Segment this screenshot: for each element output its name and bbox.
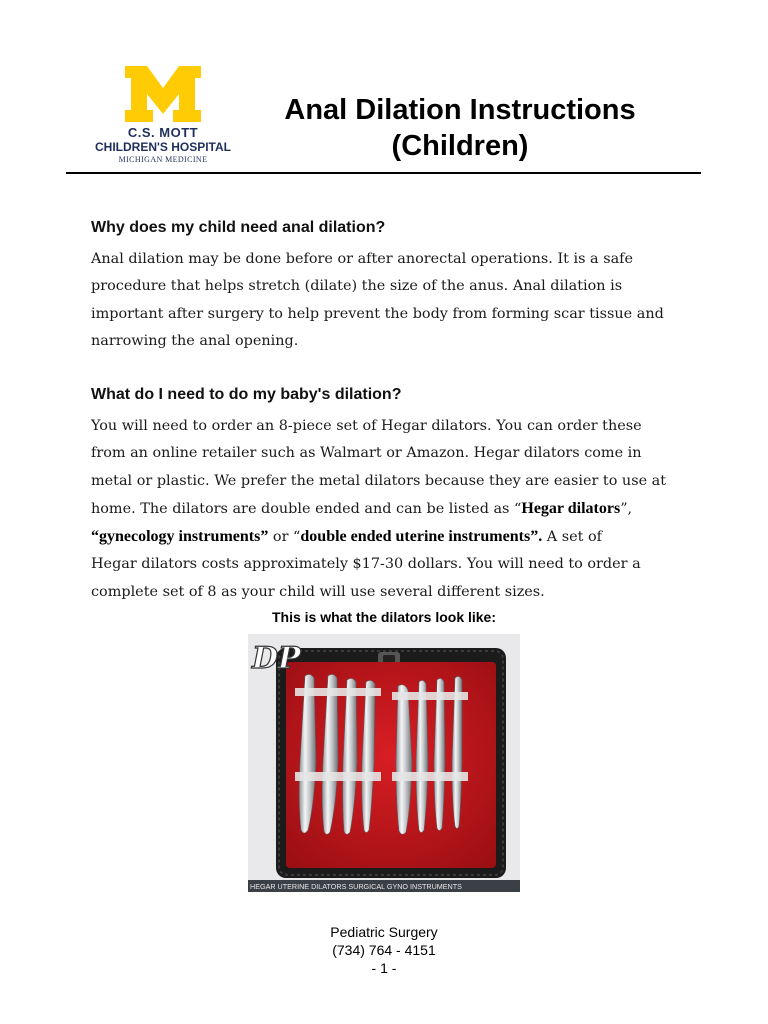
dilators-photo	[248, 634, 520, 892]
dilators-illustration	[248, 634, 520, 892]
figure-caption: This is what the dilators look like:	[271, 609, 497, 625]
bold-term-uterine: double ended uterine instruments”.	[300, 528, 543, 546]
section1-heading: Why does my child need anal dilation?	[91, 219, 386, 236]
section1-line: procedure that helps stretch (dilate) the size of the anus. Anal dilation is	[91, 278, 623, 295]
section2-line	[91, 523, 691, 551]
bold-term-gynecology: “gynecology instruments”	[91, 528, 269, 546]
footer-phone: (734) 764 - 4151	[332, 942, 436, 958]
elastic-strap	[295, 688, 381, 696]
bold-term-hegar: Hegar dilators	[521, 499, 621, 517]
footer-dept: Pediatric Surgery	[330, 924, 438, 940]
line5-text: or “	[268, 529, 301, 546]
logo-org-line1: C.S. MOTT	[127, 125, 199, 140]
logo-org-line3: MICHIGAN MEDICINE	[118, 155, 208, 164]
page-title-line1: Anal Dilation Instructions	[284, 94, 636, 126]
section1-line: narrowing the anal opening.	[91, 332, 299, 349]
page-number: - 1 -	[371, 960, 397, 976]
section2-line: from an online retailer such as Walmart or Amazon. Hegar dilators come in	[91, 445, 642, 462]
watermark-logo: DP	[252, 641, 301, 676]
logo-org-line2: CHILDREN'S HOSPITAL	[95, 140, 231, 154]
hospital-logo	[93, 66, 233, 170]
section2-line: metal or plastic. We prefer the metal dilators because they are easier to use at	[91, 472, 667, 489]
line4-text: home. The dilators are double ended and can be listed as “	[91, 500, 522, 517]
section1-line: Anal dilation may be done before or after anorectal operations. It is a safe	[91, 251, 634, 267]
elastic-strap	[295, 772, 381, 781]
section2-paragraph	[91, 413, 691, 606]
line4-text-end: ”,	[620, 500, 633, 517]
section2-line: complete set of 8 as your child will use several different sizes.	[91, 583, 545, 600]
section1-paragraph	[91, 246, 691, 355]
elastic-strap	[392, 692, 468, 700]
section2-heading: What do I need to do my baby's dilation?	[91, 386, 402, 403]
section1-line: important after surgery to help prevent the body from forming scar tissue and	[91, 305, 664, 322]
section2-line: You will need to order an 8-piece set of Hegar dilators. You can order these	[91, 418, 642, 434]
elastic-strap	[392, 772, 468, 781]
header-divider	[66, 172, 701, 174]
section2-line: Hegar dilators costs approximately $17-30 dollars. You will need to order a	[91, 556, 641, 573]
image-caption: HEGAR UTERINE DILATORS SURGICAL GYNO INSTRUMENTS	[250, 882, 462, 891]
line5-text-end: A set of	[542, 529, 602, 546]
page-title-line2: (Children)	[391, 130, 529, 162]
section2-line	[91, 495, 691, 523]
block-m-logo	[125, 66, 201, 122]
page-title	[268, 92, 652, 164]
